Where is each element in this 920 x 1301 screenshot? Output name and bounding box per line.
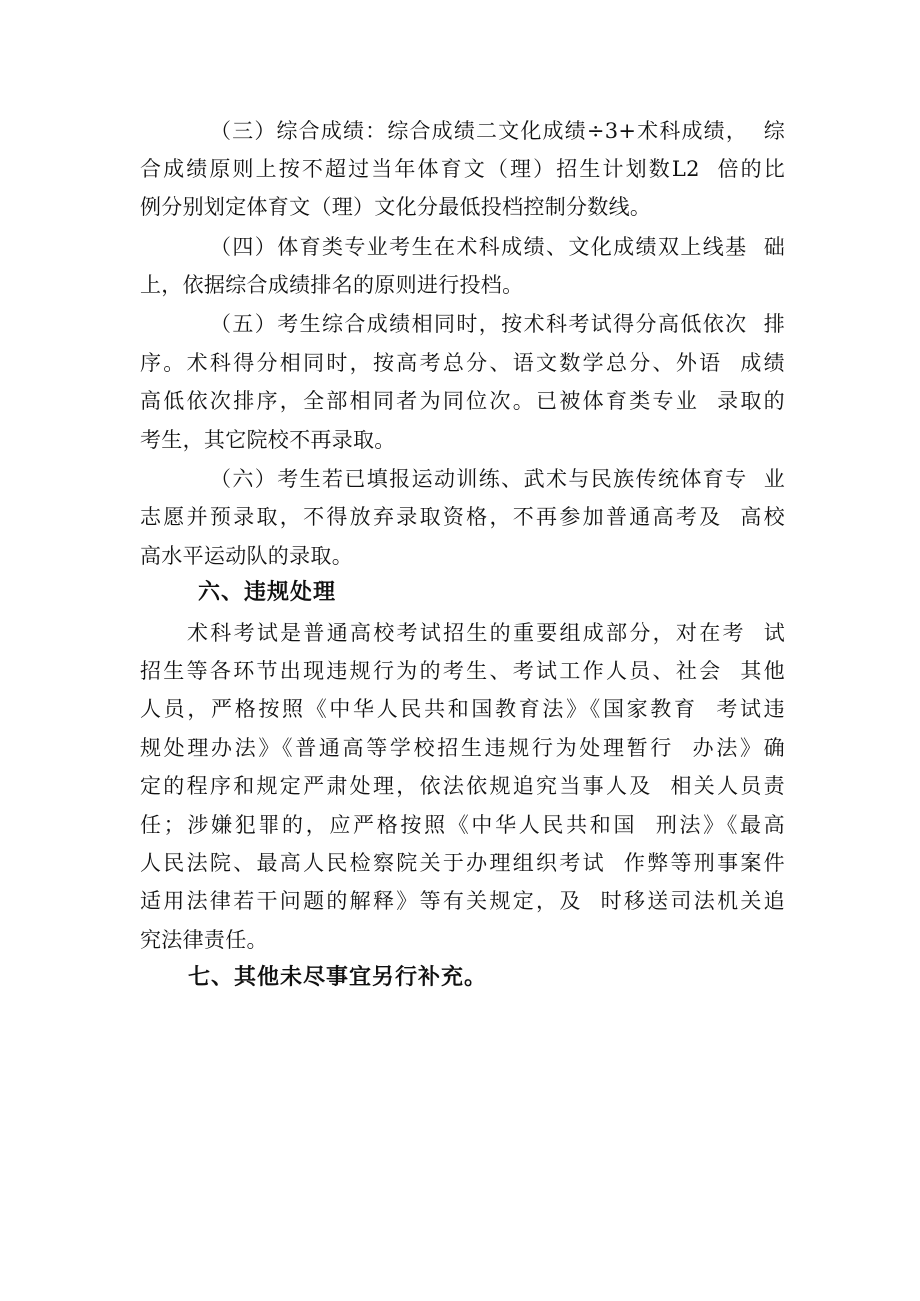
section-7-heading: 七、其他未尽事宜另行补充。	[188, 965, 488, 990]
section-6-line-8: 适用法律若干问题的解释》等有关规定，及 时移送司法机关追	[140, 889, 785, 913]
section-6-line-6: 任；涉嫌犯罪的，应严格按照《中华人民共和国 刑法》《最高	[140, 813, 785, 837]
paragraph-4-line-2: 上，依据综合成绩排名的原则进行投档。	[140, 273, 524, 297]
section-6-line-1: 术科考试是普通高校考试招生的重要组成部分，对在考 试	[187, 621, 785, 645]
section-6-line-7: 人民法院、最高人民检察院关于办理组织考试 作弊等刑事案件	[140, 851, 785, 875]
paragraph-5-line-2: 序。术科得分相同时，按高考总分、语文数学总分、外语 成绩	[140, 351, 785, 375]
paragraph-5-line-3: 高低依次排序，全部相同者为同位次。已被体育类专业 录取的	[140, 389, 785, 413]
paragraph-3-line-3: 例分别划定体育文（理）文化分最低投档控制分数线。	[140, 195, 652, 219]
paragraph-6-line-1: （六）考生若已填报运动训练、武术与民族传统体育专 业	[210, 467, 785, 491]
section-6-heading: 六、违规处理	[198, 580, 337, 605]
section-6-line-9: 究法律责任。	[140, 928, 268, 952]
paragraph-3-line-1: （三）综合成绩：综合成绩二文化成绩÷3+术科成绩， 综	[210, 119, 785, 143]
paragraph-6-line-2: 志愿并预录取，不得放弃录取资格，不再参加普通高考及 高校	[140, 505, 785, 529]
section-6-line-2: 招生等各环节出现违规行为的考生、考试工作人员、社会 其他	[140, 659, 785, 683]
section-6-line-3: 人员，严格按照《中华人民共和国教育法》《国家教育 考试违	[140, 697, 785, 721]
paragraph-5-line-4: 考生，其它院校不再录取。	[140, 428, 396, 452]
section-6-line-5: 定的程序和规定严肃处理，依法依规追究当事人及 相关人员责	[140, 774, 785, 798]
paragraph-5-line-1: （五）考生综合成绩相同时，按术科考试得分高低依次 排	[210, 312, 785, 336]
paragraph-4-line-1: （四）体育类专业考生在术科成绩、文化成绩双上线基 础	[210, 235, 785, 259]
paragraph-6-line-3: 高水平运动队的录取。	[140, 544, 353, 568]
paragraph-3-line-2: 合成绩原则上按不超过当年体育文（理）招生计划数L2 倍的比	[140, 157, 785, 181]
section-6-line-4: 规处理办法》《普通高等学校招生违规行为处理暂行 办法》确	[140, 736, 785, 760]
